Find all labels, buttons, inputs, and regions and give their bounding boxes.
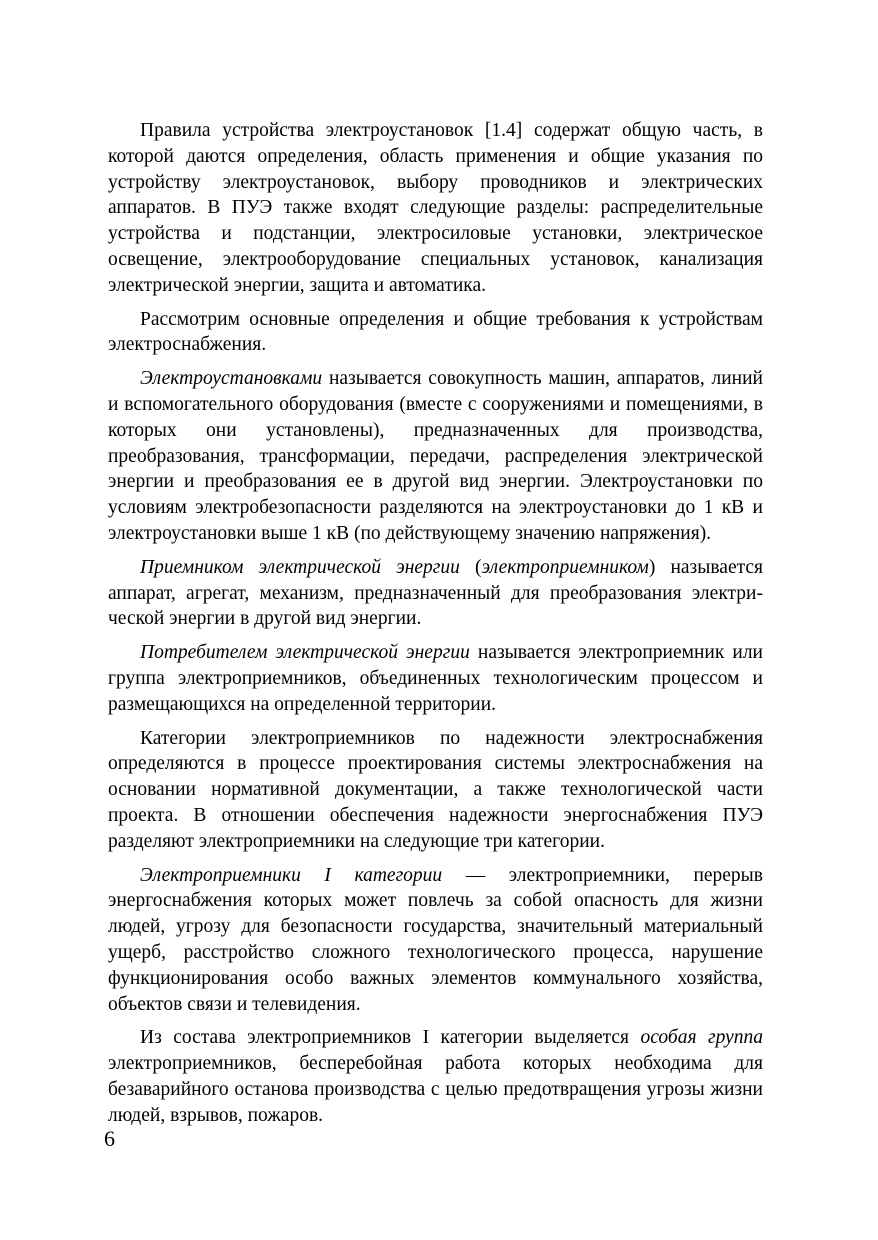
text-run: Из состава электроприемников I категории выделяется [140, 1027, 641, 1049]
text-run: Рассмотрим основные определения и общие требования к устройствам электроснабжения. [108, 308, 763, 356]
text-run: ) называется аппарат, агрегат, механизм, предназначенный для преобразования электрической энергии в другой вид энергии. [108, 556, 763, 630]
text-run: электроприемников, бесперебойная работа которых необходима для безаварийного останова производства с целью предотвращения угрозы жизни людей, взрывов, пожаров. [108, 1053, 763, 1126]
text-run: Правила устройства электроустановок [1.4] содержат общую часть, в которой даются определения, область применения и общие указания по устройству электроустановок, выбору проводников и электрических аппаратов. В ПУЭ также входят следующие разделы: распределительные устройства и подстанции, электросиловые установки, электрическое освещение, электрооборудование специальных установок, канализация электрической энергии, защита и автоматика. [108, 120, 763, 296]
paragraph [108, 555, 763, 632]
text-run: Категории электроприемников по надежности электроснабжения определяются в процессе проектирования системы электроснабжения на основании нормативной документации, а также технологической части проекта. В отношении обеспечения надежности энергоснабжения ПУЭ разделяют электроприемники на следующие три категории. [108, 727, 763, 852]
italic-term: Электроприемники I категории [140, 864, 443, 886]
italic-term: электроприемником [481, 556, 649, 578]
paragraph [108, 1025, 763, 1128]
paragraph [108, 640, 763, 717]
paragraph [108, 863, 763, 1018]
text-run: — электроприемники, перерыв энергоснабжения которых может повлечь за собой опасность для жизни людей, угрозу для безопасности государства, значительный материальный ущерб, расстройство сложного технологического процесса, нарушение функционирования особо важных элементов коммунального хозяйства, объектов связи и телевидения. [108, 864, 763, 1015]
italic-term: Потребителем электрической энергии [140, 642, 470, 664]
paragraph [108, 307, 763, 359]
body-text [108, 118, 763, 1136]
page-number: 6 [104, 1126, 115, 1151]
text-run: называется совокупность машин, аппаратов, линий и вспомогательного оборудования (вместе с сооружениями и помещениями, в которых они установлены), предназначенных для производства, преобразования, трансформации, передачи, распределения электрической энергии и преобразования ее в другой вид энергии. Электроустановки по условиям электробезопасности разделяются на электроустановки до 1 кВ и электроустановки выше 1 кВ (по действующему значению напряжения). [108, 368, 763, 544]
paragraph [108, 366, 763, 547]
text-run: ( [459, 556, 482, 578]
italic-term: Приемником электрической энергии [140, 556, 460, 578]
italic-term: Электроустановками [140, 368, 323, 390]
italic-term: особая группа [640, 1027, 763, 1049]
text-run: называется электроприемник или группа электроприемников, объединенных технологическим процессом и размещающихся на определенной территории. [108, 642, 763, 715]
paragraph [108, 726, 763, 855]
paragraph [108, 118, 763, 299]
